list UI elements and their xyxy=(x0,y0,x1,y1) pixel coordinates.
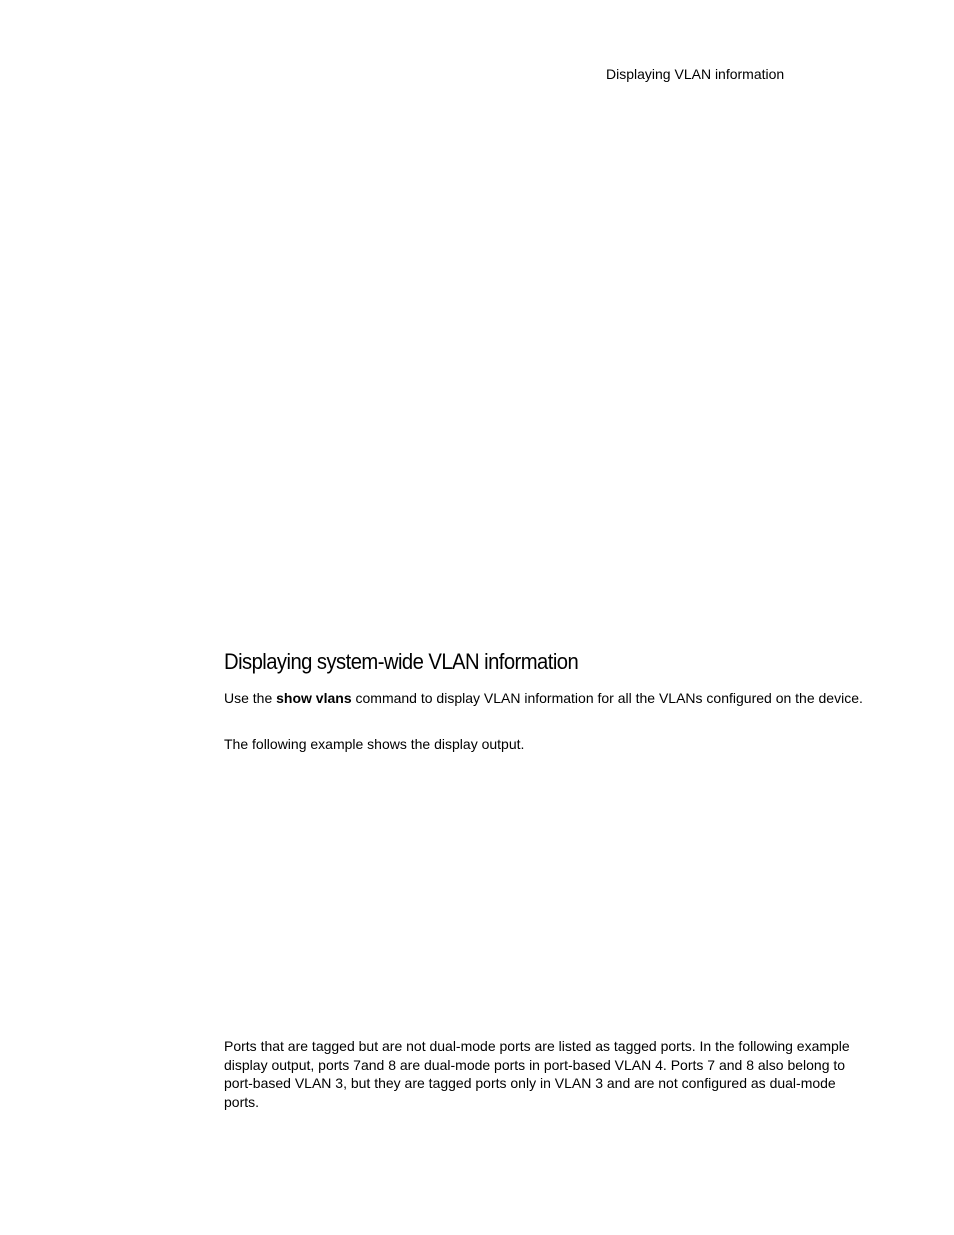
intro-text-after: command to display VLAN information for all the VLANs configured on the device. xyxy=(351,690,863,706)
running-header-title: Displaying VLAN information xyxy=(606,66,785,82)
command-name: show vlans xyxy=(276,690,352,706)
section-heading: Displaying system-wide VLAN information xyxy=(224,649,579,674)
intro-paragraph xyxy=(224,689,874,708)
example-note: The following example shows the display output. xyxy=(224,736,525,752)
intro-text-before: Use the xyxy=(224,690,277,706)
closing-paragraph: Ports that are tagged but are not dual-mode ports are listed as tagged ports. In the following example display output, ports 7and 8 are dual-mode ports in port-based VLAN 4. Ports 7 and 8 also belong to port-based VLAN 3, but they are tagged ports only in VLAN 3 and are not configured as dual-mode ports. xyxy=(224,1038,850,1110)
